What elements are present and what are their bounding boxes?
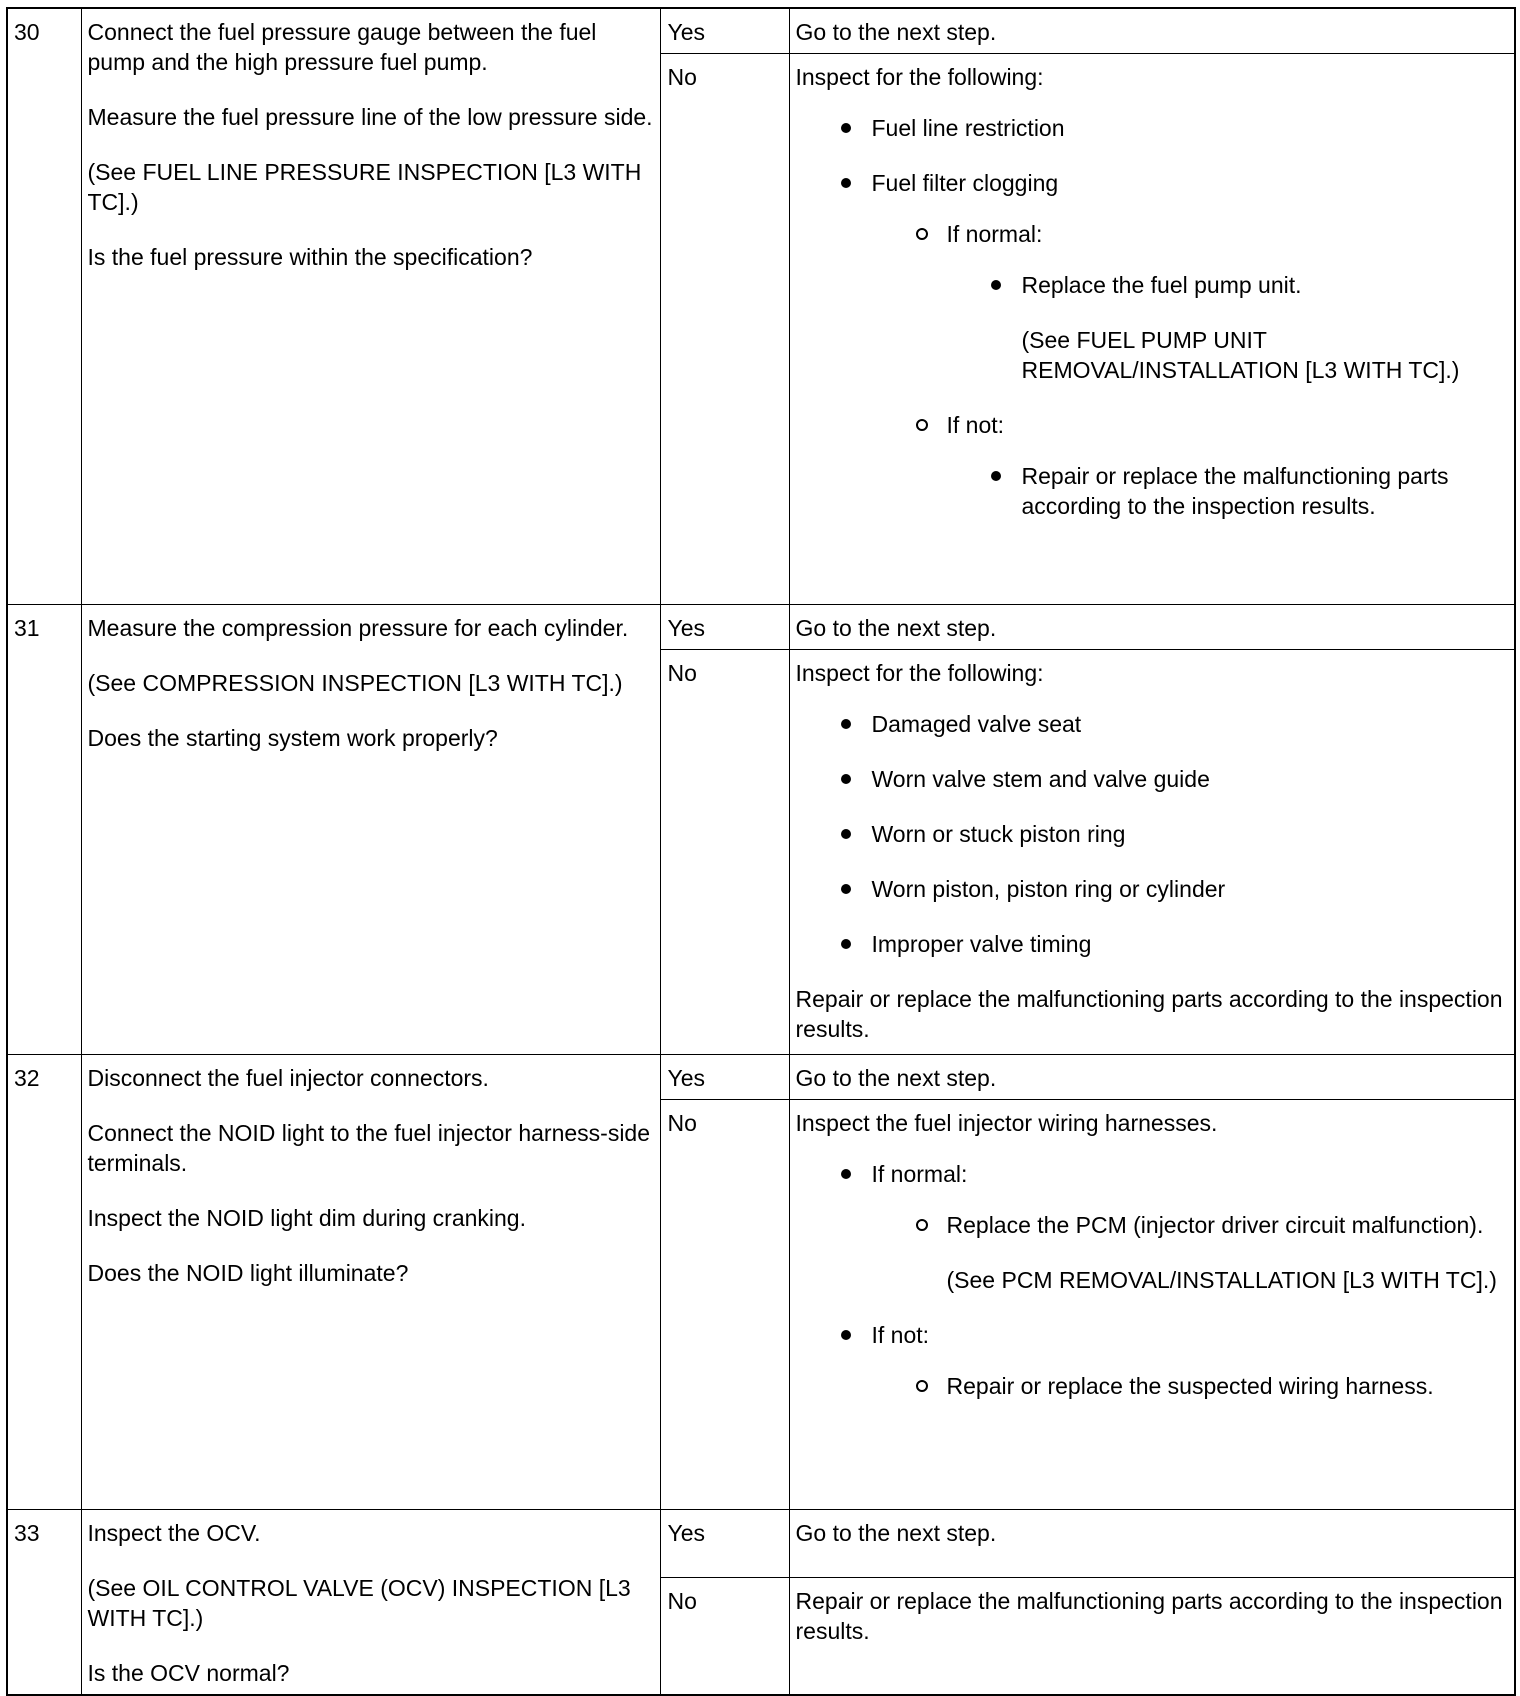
- list-item: If not: Repair or replace the malfunctioning parts according to the inspection results.: [947, 410, 1509, 521]
- no-label: No: [660, 1578, 789, 1695]
- bullet-icon: [841, 884, 851, 894]
- no-result: [789, 54, 1515, 605]
- action-reference: (See OIL CONTROL VALVE (OCV) INSPECTION [L3 WITH TC].): [87, 1575, 631, 1631]
- inspection-list: [796, 1159, 1509, 1401]
- inspection-list: [796, 709, 1509, 959]
- sub-sub-list: [947, 461, 1509, 521]
- action-text: Connect the NOID light to the fuel injector harness-side terminals.: [87, 1120, 651, 1176]
- list-item: Fuel filter clogging If normal: Replace the fuel pump unit. (See FUEL PUMP UNIT REMOVAL/INSTALLATION [L3 WITH TC].) If not: Repair or replace the malfunctioning parts according to the inspection results.: [872, 168, 1509, 521]
- yes-result: Go to the next step.: [789, 1510, 1515, 1578]
- no-intro: Inspect for the following:: [795, 660, 1044, 686]
- no-outro: Repair or replace the malfunctioning parts according to the inspection results.: [795, 986, 1503, 1042]
- action-text: Measure the compression pressure for each cylinder.: [87, 615, 629, 641]
- step-30-yes-row: [7, 8, 1515, 54]
- sub-list: [872, 1210, 1509, 1295]
- no-label: No: [660, 54, 789, 605]
- list-item: If not: Repair or replace the suspected wiring harness.: [872, 1320, 1509, 1401]
- step-action: [81, 605, 660, 1055]
- list-item: Worn piston, piston ring or cylinder: [872, 874, 1509, 904]
- step-number: 31: [7, 605, 81, 1055]
- bullet-icon: [841, 178, 851, 188]
- step-32-yes-row: [7, 1055, 1515, 1100]
- list-item: If normal: Replace the PCM (injector driver circuit malfunction). (See PCM REMOVAL/INSTALLATION [L3 WITH TC].): [872, 1159, 1509, 1295]
- step-number: 32: [7, 1055, 81, 1510]
- list-item: Worn or stuck piston ring: [872, 819, 1509, 849]
- step-number: 33: [7, 1510, 81, 1696]
- list-item: Repair or replace the suspected wiring harness.: [947, 1371, 1509, 1401]
- step-33-yes-row: [7, 1510, 1515, 1578]
- sub-list: [872, 1371, 1509, 1401]
- bullet-icon: [991, 471, 1001, 481]
- list-item: Worn valve stem and valve guide: [872, 764, 1509, 794]
- action-question: Is the fuel pressure within the specification?: [87, 244, 533, 270]
- action-question: Does the starting system work properly?: [87, 725, 498, 751]
- step-31-yes-row: [7, 605, 1515, 650]
- bullet-icon: [841, 939, 851, 949]
- action-reference: (See FUEL LINE PRESSURE INSPECTION [L3 WITH TC].): [87, 159, 642, 215]
- list-item: Damaged valve seat: [872, 709, 1509, 739]
- bullet-icon: [841, 829, 851, 839]
- yes-result: Go to the next step.: [789, 8, 1515, 54]
- list-item: Fuel line restriction: [872, 113, 1509, 143]
- no-intro: Inspect the fuel injector wiring harnesses.: [795, 1110, 1218, 1136]
- action-text: Connect the fuel pressure gauge between the fuel pump and the high pressure fuel pump.: [87, 19, 597, 75]
- action-question: Does the NOID light illuminate?: [87, 1260, 409, 1286]
- yes-result: Go to the next step.: [789, 1055, 1515, 1100]
- inspection-list: [796, 113, 1509, 521]
- action-text: Inspect the NOID light dim during cranking.: [87, 1205, 526, 1231]
- yes-label: Yes: [660, 8, 789, 54]
- bullet-icon: [841, 719, 851, 729]
- list-item: Replace the PCM (injector driver circuit malfunction). (See PCM REMOVAL/INSTALLATION [L3 WITH TC].): [947, 1210, 1509, 1295]
- action-text: Measure the fuel pressure line of the low pressure side.: [87, 104, 653, 130]
- no-label: No: [660, 1100, 789, 1510]
- circle-bullet-icon: [916, 1219, 928, 1231]
- diagnostic-procedure-table: [6, 7, 1516, 1696]
- reference-note: (See PCM REMOVAL/INSTALLATION [L3 WITH TC].): [946, 1267, 1497, 1293]
- step-action: [81, 1055, 660, 1510]
- reference-note: (See FUEL PUMP UNIT REMOVAL/INSTALLATION [L3 WITH TC].): [1021, 327, 1460, 383]
- no-intro: Inspect for the following:: [795, 64, 1044, 90]
- action-reference: (See COMPRESSION INSPECTION [L3 WITH TC].): [87, 670, 623, 696]
- step-number: 30: [7, 8, 81, 605]
- circle-bullet-icon: [916, 228, 928, 240]
- no-result: [789, 1100, 1515, 1510]
- bullet-icon: [841, 123, 851, 133]
- bullet-icon: [841, 1169, 851, 1179]
- sub-sub-list: [947, 270, 1509, 385]
- action-question: Is the OCV normal?: [87, 1660, 290, 1686]
- list-item: Repair or replace the malfunctioning parts according to the inspection results.: [1022, 461, 1509, 521]
- yes-result: Go to the next step.: [789, 605, 1515, 650]
- circle-bullet-icon: [916, 419, 928, 431]
- no-result: Repair or replace the malfunctioning parts according to the inspection results.: [789, 1578, 1515, 1695]
- yes-label: Yes: [660, 1055, 789, 1100]
- list-item: If normal: Replace the fuel pump unit. (See FUEL PUMP UNIT REMOVAL/INSTALLATION [L3 WITH TC].): [947, 219, 1509, 385]
- sub-list: [872, 219, 1509, 521]
- yes-label: Yes: [660, 1510, 789, 1578]
- step-action: [81, 1510, 660, 1696]
- list-item: Improper valve timing: [872, 929, 1509, 959]
- bullet-icon: [841, 1330, 851, 1340]
- circle-bullet-icon: [916, 1380, 928, 1392]
- bullet-icon: [841, 774, 851, 784]
- action-text: Disconnect the fuel injector connectors.: [87, 1065, 489, 1091]
- bullet-icon: [991, 280, 1001, 290]
- action-text: Inspect the OCV.: [87, 1520, 261, 1546]
- no-result: [789, 650, 1515, 1055]
- yes-label: Yes: [660, 605, 789, 650]
- step-action: [81, 8, 660, 605]
- list-item: Replace the fuel pump unit. (See FUEL PUMP UNIT REMOVAL/INSTALLATION [L3 WITH TC].): [1022, 270, 1509, 385]
- no-label: No: [660, 650, 789, 1055]
